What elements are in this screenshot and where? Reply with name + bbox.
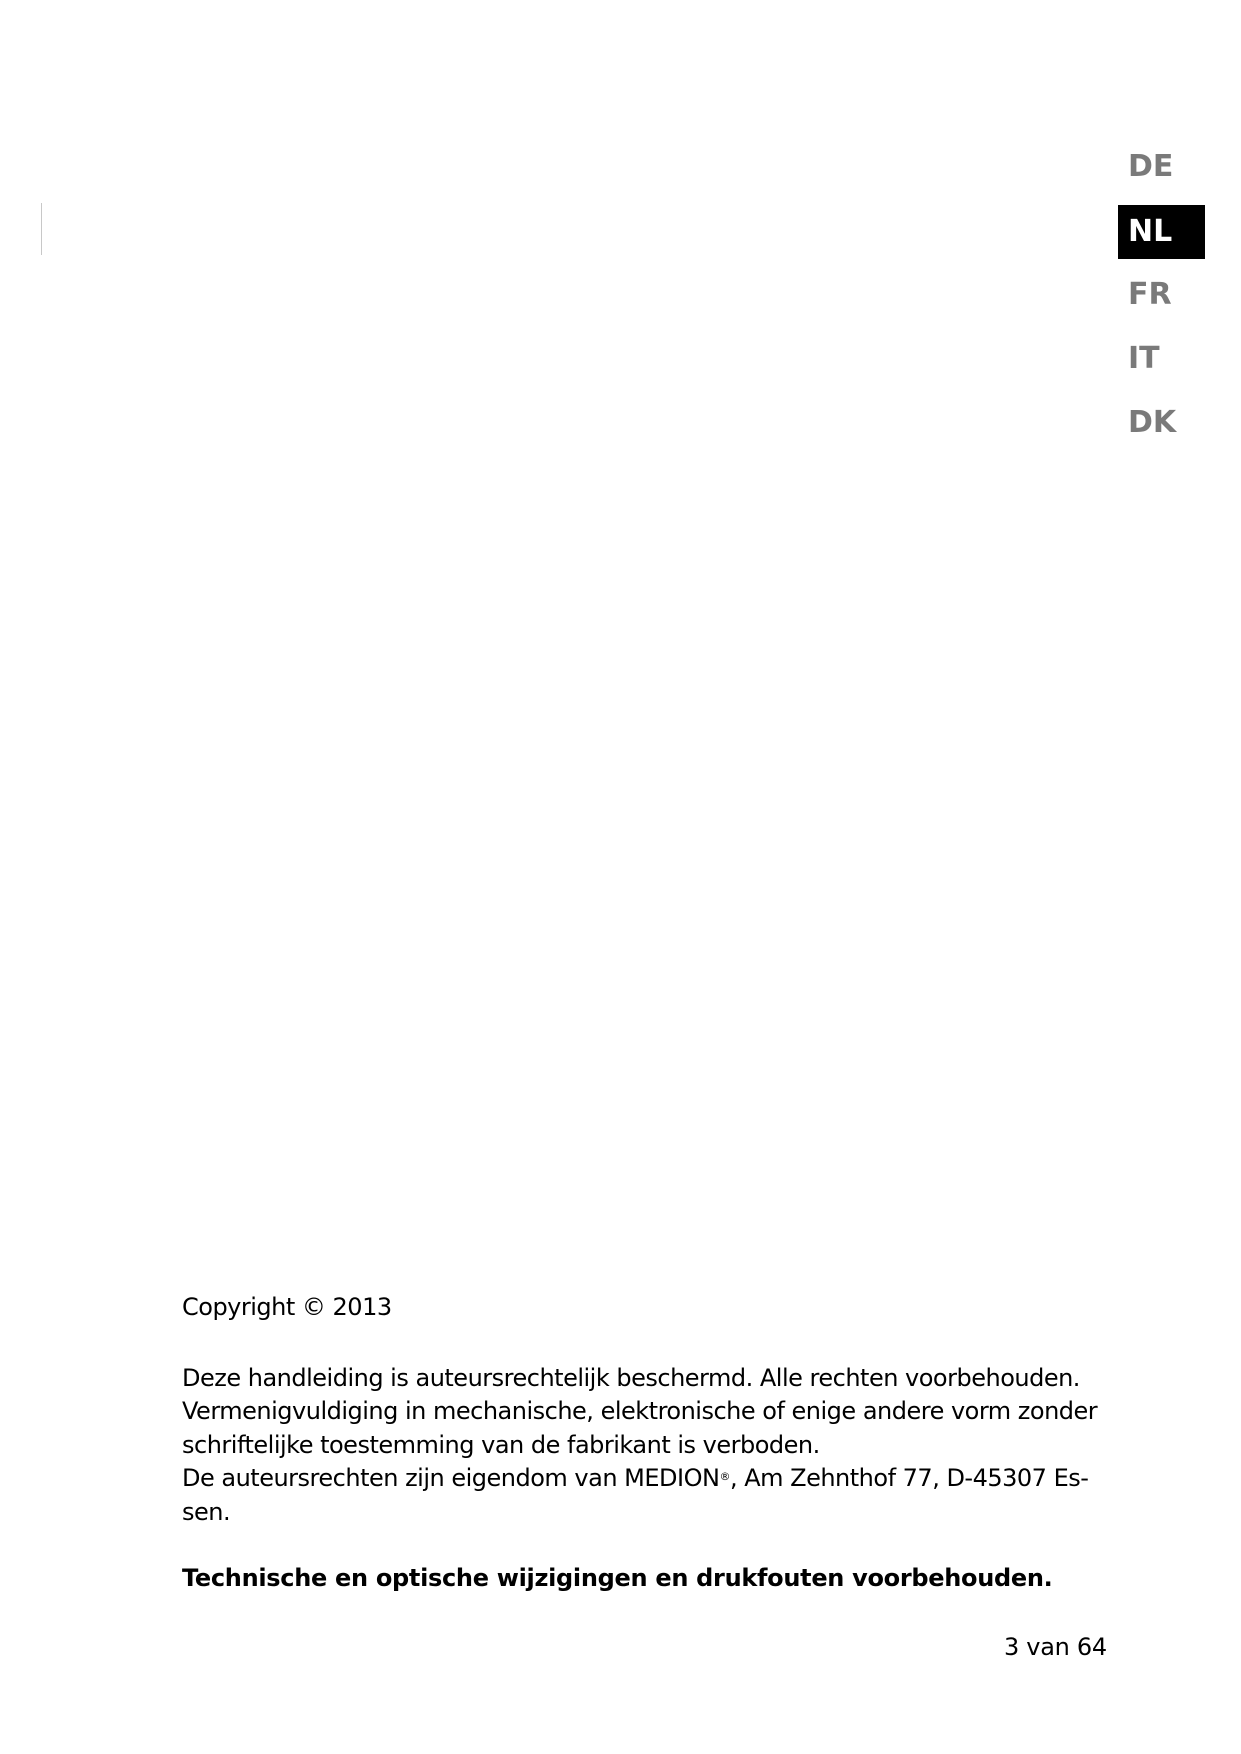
- page-number: 3 van 64: [1004, 1633, 1107, 1661]
- legal-line-owner: [182, 1462, 1122, 1496]
- language-tabs: [1118, 141, 1205, 461]
- margin-rule: [41, 203, 42, 255]
- legal-notice: [182, 1362, 1122, 1530]
- legal-line: sen.: [182, 1497, 231, 1526]
- tab-dk[interactable]: DK: [1128, 405, 1177, 440]
- legal-line: schriftelijke toestemming van de fabrikant is verboden.: [182, 1430, 820, 1459]
- disclaimer: Technische en optische wijzigingen en drukfouten voorbehouden.: [182, 1564, 1053, 1592]
- legal-line: Vermenigvuldiging in mechanische, elektronische of enige andere vorm zonder: [182, 1397, 1098, 1425]
- copyright-section: [182, 1291, 1122, 1596]
- legal-line: Deze handleiding is auteursrechtelijk beschermd. Alle rechten voorbehouden.: [182, 1363, 1080, 1392]
- owner-address: , Am Zehnthof 77, D-45307 Es-: [729, 1464, 1089, 1492]
- registered-mark: ®: [719, 1470, 730, 1483]
- tab-it[interactable]: IT: [1128, 341, 1160, 376]
- tab-fr[interactable]: FR: [1128, 277, 1172, 312]
- copyright-heading: Copyright © 2013: [182, 1293, 392, 1321]
- tab-de[interactable]: DE: [1128, 149, 1174, 184]
- owner-text: De auteursrechten zijn eigendom van MEDION: [182, 1464, 720, 1492]
- tab-nl[interactable]: NL: [1118, 205, 1205, 259]
